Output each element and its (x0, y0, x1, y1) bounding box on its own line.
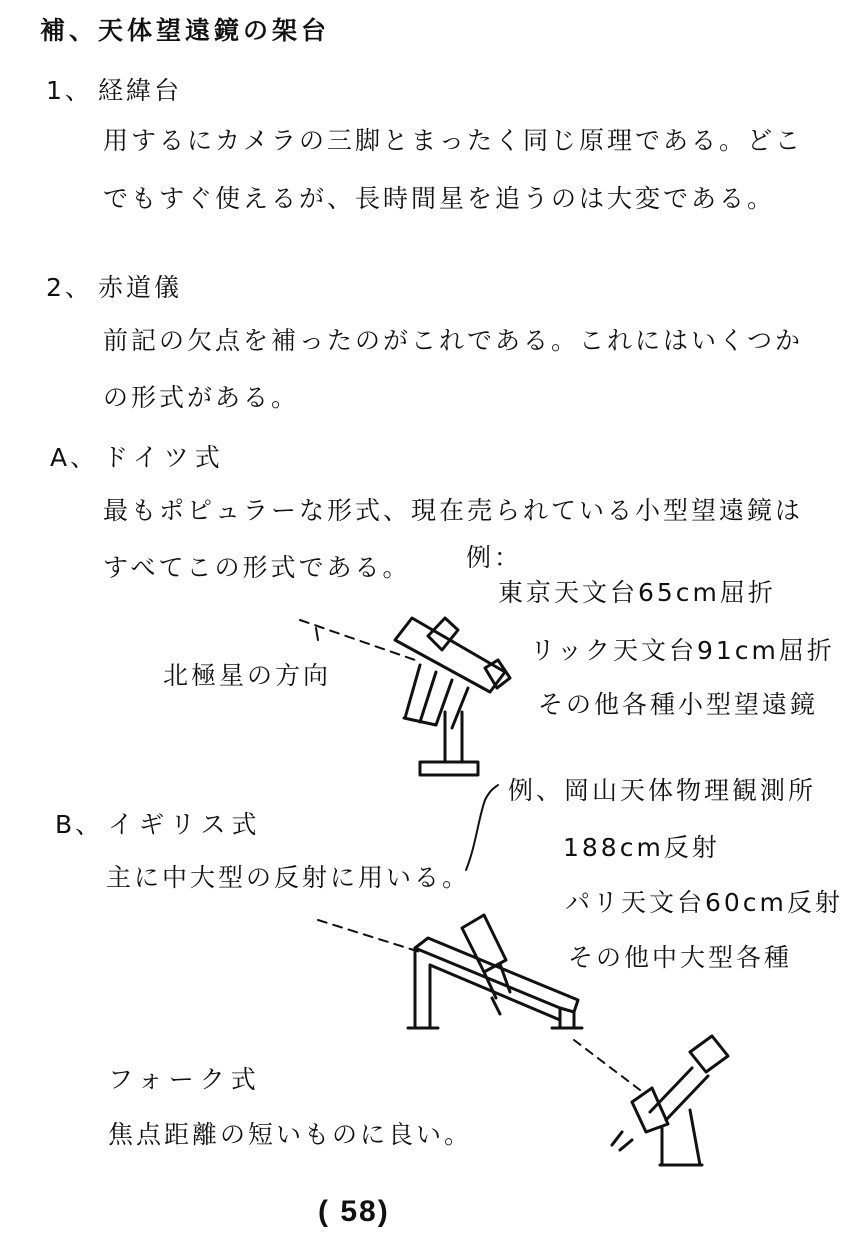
german-mount-drawing (300, 618, 510, 775)
section-1-line-2: でもすぐ使えるが、長時間星を追うのは大変である。 (103, 184, 776, 213)
polaris-direction-label: 北極星の方向 (163, 661, 332, 690)
section-2-heading: 赤道儀 (98, 273, 183, 302)
fork-mount-heading: フォーク式 (108, 1065, 262, 1094)
english-mount-drawing (318, 915, 640, 1090)
section-b-example: 188cm反射 (563, 833, 720, 862)
section-b-example: 例、岡山天体物理観測所 (508, 776, 817, 805)
section-1-number: 1、 (46, 76, 93, 105)
section-b-leader (466, 785, 498, 870)
section-1-line-1: 用するにカメラの三脚とまったく同じ原理である。どこ (103, 126, 804, 155)
section-b-heading: イギリス式 (108, 810, 263, 839)
section-2-number: 2、 (46, 273, 93, 302)
section-a-example-label: 例： (466, 543, 523, 572)
page-title: 補、天体望遠鏡の架台 (40, 16, 331, 45)
section-b-example: パリ天文台60cm反射 (565, 888, 843, 917)
section-a-example: 東京天文台65cm屈折 (498, 578, 776, 607)
section-2-line-2: の形式がある。 (103, 383, 300, 412)
section-b-example: その他中大型各種 (568, 943, 793, 972)
section-a-example: リック天文台91cm屈折 (530, 636, 835, 665)
section-b-letter: B、 (55, 810, 104, 839)
section-1-heading: 経緯台 (98, 76, 183, 105)
section-a-letter: A、 (50, 443, 99, 472)
section-b-line-1: 主に中大型の反射に用いる。 (106, 863, 471, 892)
section-a-example: その他各種小型望遠鏡 (538, 690, 819, 719)
section-a-line-1: 最もポピュラーな形式、現在売られている小型望遠鏡は (103, 496, 804, 525)
section-a-line-2: すべてこの形式である。 (103, 553, 411, 582)
fork-mount-drawing (612, 1036, 728, 1165)
fork-mount-line-1: 焦点距離の短いものに良い。 (108, 1120, 473, 1149)
section-a-heading: ドイツ式 (103, 443, 226, 472)
page-number: ( 58) (318, 1195, 390, 1228)
section-2-line-1: 前記の欠点を補ったのがこれである。これにはいくつか (103, 326, 804, 355)
